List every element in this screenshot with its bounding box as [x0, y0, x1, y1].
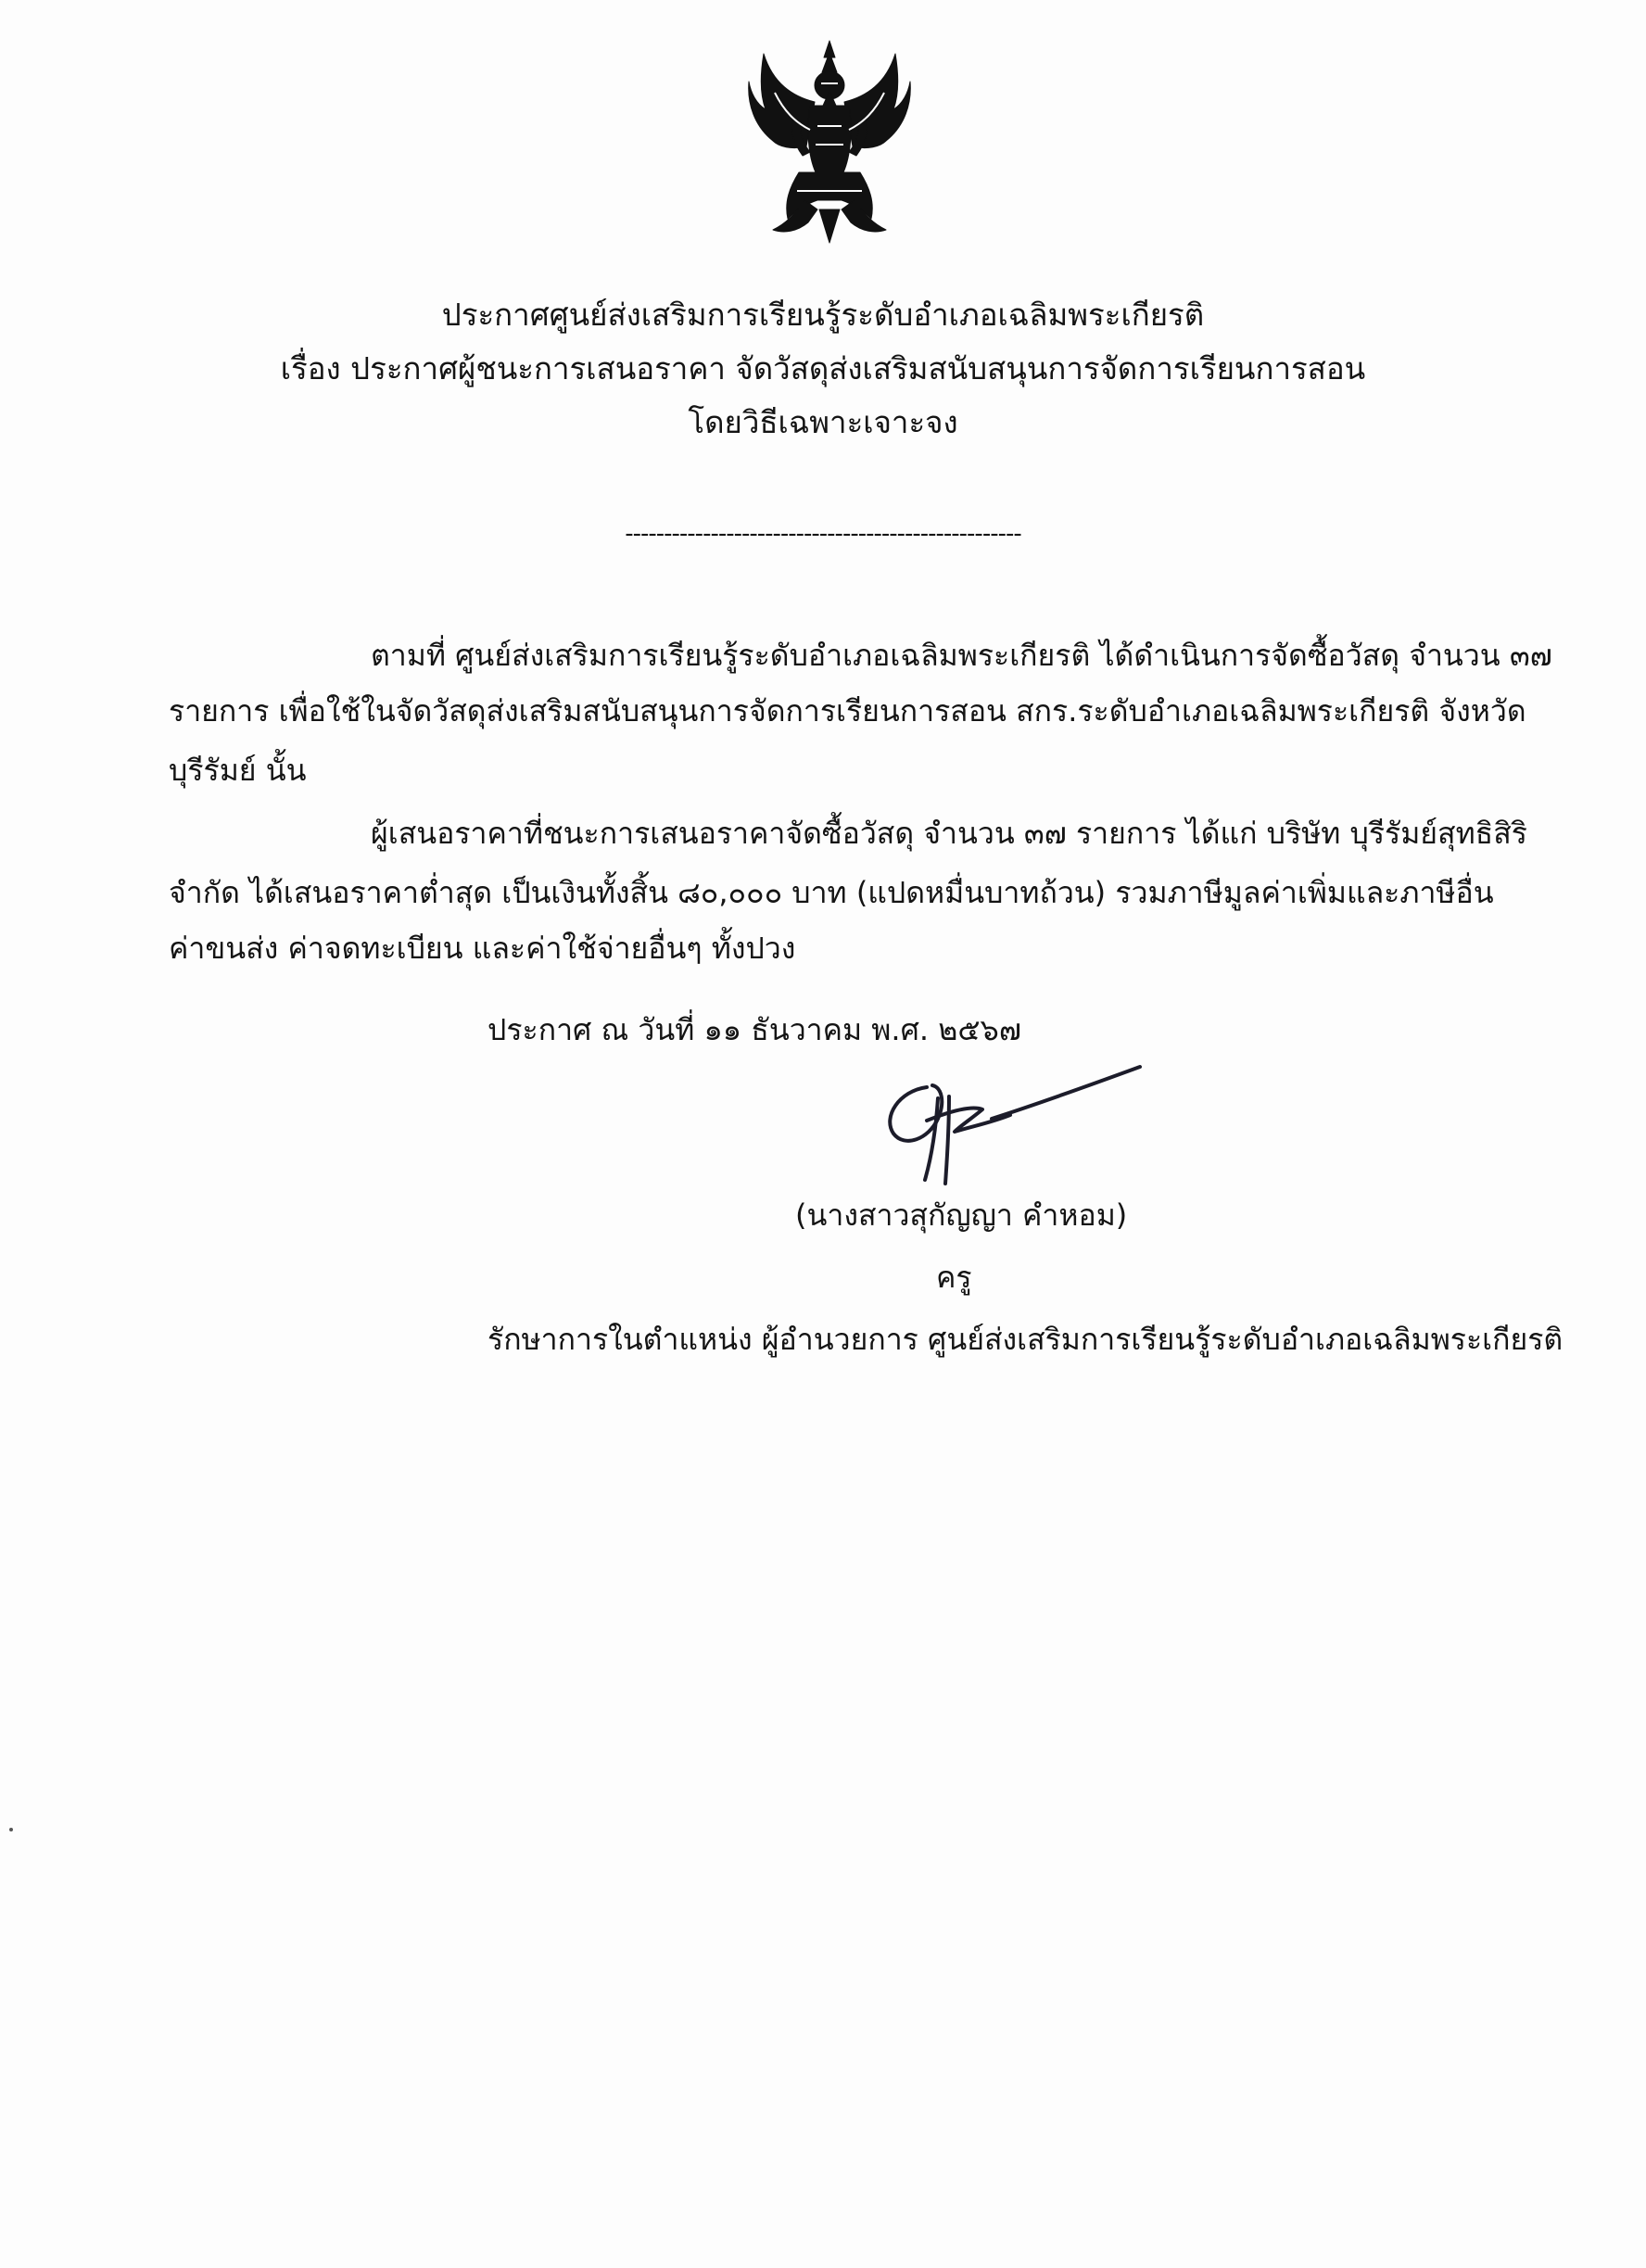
paragraph-2-line-3: ค่าขนส่ง ค่าจดทะเบียน และค่าใช้จ่ายอื่นๆ ทั้งปวง: [169, 931, 796, 966]
paragraph-2-line-1: ผู้เสนอราคาที่ชนะการเสนอราคาจัดซื้อวัสดุ จำนวน ๓๗ รายการ ได้แก่ บริษัท บุรีรัมย์สุทธิสิริ: [371, 816, 1527, 851]
paragraph-1-line-1: ตามที่ ศูนย์ส่งเสริมการเรียนรู้ระดับอำเภอเฉลิมพระเกียรติ ได้ดำเนินการจัดซื้อวัสดุ จำนวน ๓๗: [371, 638, 1552, 673]
paragraph-2-line-2: จำกัด ได้เสนอราคาต่ำสุด เป็นเงินทั้งสิ้น ๘๐,๐๐๐ บาท (แปดหมื่นบาทถ้วน) รวมภาษีมูลค่าเพิ่มและภาษีอื่น: [169, 875, 1494, 910]
announcement-title: ประกาศศูนย์ส่งเสริมการเรียนรู้ระดับอำเภอเฉลิมพระเกียรติ: [441, 297, 1205, 333]
procurement-method: โดยวิธีเฉพาะเจาะจง: [688, 404, 958, 440]
signatory-acting-title: รักษาการในตำแหน่ง ผู้อำนวยการ ศูนย์ส่งเสริมการเรียนรู้ระดับอำเภอเฉลิมพระเกียรติ: [487, 1322, 1564, 1357]
announcement-date: ประกาศ ณ วันที่ ๑๑ ธันวาคม พ.ศ. ๒๕๖๗: [487, 1012, 1021, 1047]
announcement-subject: เรื่อง ประกาศผู้ชนะการเสนอราคา จัดวัสดุส่งเสริมสนับสนุนการจัดการเรียนการสอน: [280, 350, 1366, 386]
title-divider: ---------------------------------------------------: [625, 520, 1021, 548]
paragraph-1-line-3: บุรีรัมย์ นั้น: [169, 753, 307, 788]
paper-speck: [9, 1828, 13, 1831]
signatory-position: ครู: [936, 1260, 972, 1295]
handwritten-signature: [871, 1061, 1149, 1200]
signatory-name: (นางสาวสุกัญญา คำหอม): [795, 1197, 1128, 1233]
garuda-emblem-icon: [741, 37, 918, 246]
paragraph-1-line-2: รายการ เพื่อใช้ในจัดวัสดุส่งเสริมสนับสนุนการจัดการเรียนการสอน สกร.ระดับอำเภอเฉลิมพระเกียรติ จังหวัด: [169, 693, 1526, 729]
